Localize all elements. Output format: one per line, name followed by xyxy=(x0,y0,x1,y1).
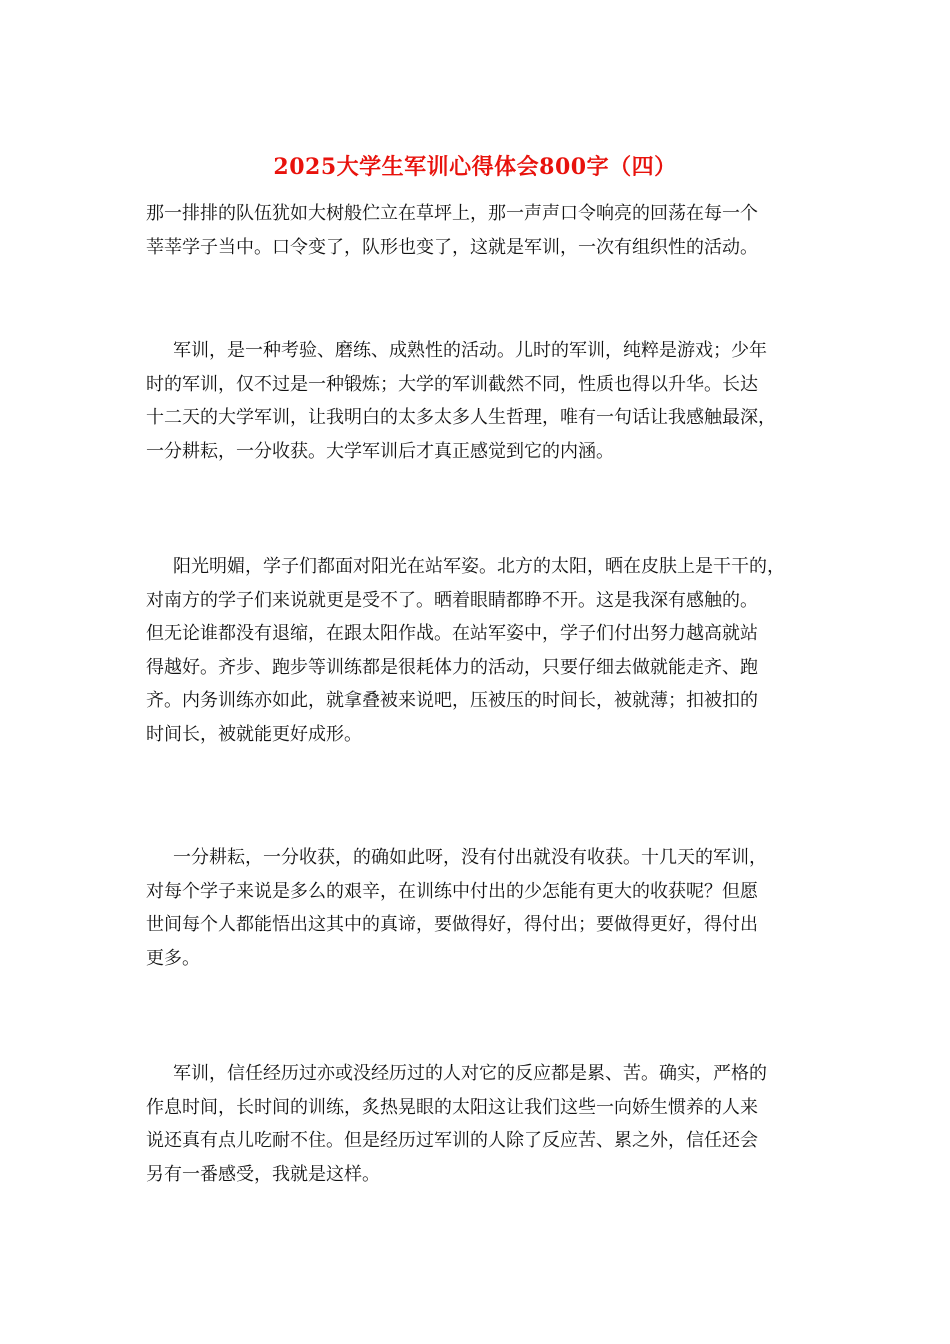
paragraph-line: 一分耕耘，一分收获，的确如此呀，没有付出就没有收获。十几天的军训， xyxy=(173,847,767,868)
paragraph-line: 对每个学子来说是多么的艰辛，在训练中付出的少怎能有更大的收获呢？但愿 xyxy=(146,880,758,902)
paragraph-line: 一分耕耘，一分收获。大学军训后才真正感觉到它的内涵。 xyxy=(146,440,614,462)
paragraph-line: 时间长，被就能更好成形。 xyxy=(146,723,362,745)
paragraph-1 xyxy=(146,197,758,264)
paragraph-3 xyxy=(146,550,785,751)
paragraph-line: 更多。 xyxy=(146,947,200,969)
paragraph-4 xyxy=(146,841,767,975)
paragraph-line: 那一排排的队伍犹如大树般伫立在草坪上，那一声声口令响亮的回荡在每一个 xyxy=(146,203,758,224)
paragraph-line: 另有一番感受，我就是这样。 xyxy=(146,1163,380,1185)
paragraph-line: 对南方的学子们来说就更是受不了。晒着眼睛都睁不开。这是我深有感触的。 xyxy=(146,589,758,611)
paragraph-line: 十二天的大学军训，让我明白的太多太多人生哲理，唯有一句话让我感触最深， xyxy=(146,407,776,428)
paragraph-line: 莘莘学子当中。口令变了，队形也变了，这就是军训，一次有组织性的活动。 xyxy=(146,236,758,258)
paragraph-line: 时的军训，仅不过是一种锻炼；大学的军训截然不同，性质也得以升华。长达 xyxy=(146,373,758,395)
paragraph-line: 但无论谁都没有退缩，在跟太阳作战。在站军姿中，学子们付出努力越高就站 xyxy=(146,623,758,644)
paragraph-2 xyxy=(146,334,776,468)
paragraph-line: 作息时间，长时间的训练，炙热晃眼的太阳这让我们这些一向娇生惯养的人来 xyxy=(146,1096,758,1118)
paragraph-line: 得越好。齐步、跑步等训练都是很耗体力的活动，只要仔细去做就能走齐、跑 xyxy=(146,656,758,678)
document-title: 2025大学生军训心得体会800字（四） xyxy=(273,154,677,180)
paragraph-line: 阳光明媚，学子们都面对阳光在站军姿。北方的太阳，晒在皮肤上是干干的， xyxy=(173,556,785,577)
paragraph-line: 齐。内务训练亦如此，就拿叠被来说吧，压被压的时间长，被就薄；扣被扣的 xyxy=(146,690,758,711)
paragraph-line: 军训，信任经历过亦或没经历过的人对它的反应都是累、苦。确实，严格的 xyxy=(173,1063,767,1084)
paragraph-line: 军训，是一种考验、磨练、成熟性的活动。儿时的军训，纯粹是游戏；少年 xyxy=(173,340,767,361)
paragraph-5 xyxy=(146,1057,767,1191)
paragraph-line: 说还真有点儿吃耐不住。但是经历过军训的人除了反应苦、累之外，信任还会 xyxy=(146,1130,758,1151)
paragraph-line: 世间每个人都能悟出这其中的真谛，要做得好，得付出；要做得更好，得付出 xyxy=(146,914,758,935)
